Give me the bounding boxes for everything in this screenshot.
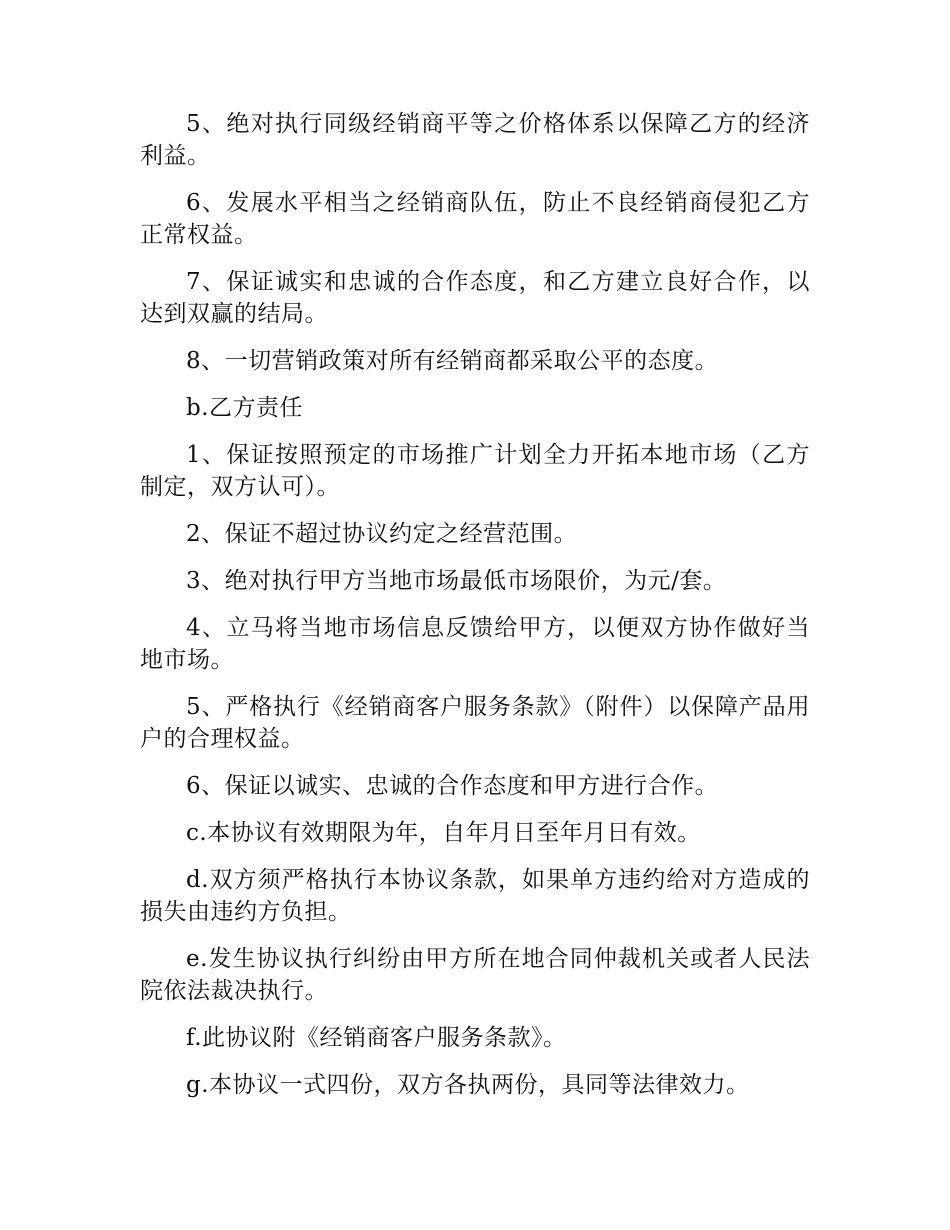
paragraph-b5: 5、严格执行《经销商客户服务条款》（附件）以保障产品用户的合理权益。: [140, 694, 810, 752]
paragraph-b3: 3、绝对执行甲方当地市场最低市场限价，为元/套。: [186, 568, 727, 594]
paragraph-d: d.双方须严格执行本协议条款，如果单方违约给对方造成的损失由违约方负担。: [140, 867, 810, 925]
paragraph-f: f.此协议附《经销商客户服务条款》。: [186, 1025, 567, 1051]
paragraph-b6: 6、保证以诚实、忠诚的合作态度和甲方进行合作。: [186, 773, 719, 799]
section-heading-b: b.乙方责任: [186, 395, 304, 421]
paragraph-a5: 5、绝对执行同级经销商平等之价格体系以保障乙方的经济利益。: [140, 111, 810, 169]
paragraph-a8: 8、一切营销政策对所有经销商都采取公平的态度。: [186, 348, 719, 374]
paragraph-a6: 6、发展水平相当之经销商队伍，防止不良经销商侵犯乙方正常权益。: [140, 190, 810, 248]
paragraph-e: e.发生协议执行纠纷由甲方所在地合同仲裁机关或者人民法院依法裁决执行。: [140, 946, 810, 1004]
paragraph-b1: 1、保证按照预定的市场推广计划全力开拓本地市场（乙方制定，双方认可）。: [140, 442, 810, 500]
paragraph-b2: 2、保证不超过协议约定之经营范围。: [186, 521, 578, 547]
paragraph-c: c.本协议有效期限为年，自年月日至年月日有效。: [186, 820, 701, 846]
paragraph-a7: 7、保证诚实和忠诚的合作态度，和乙方建立良好合作，以达到双赢的结局。: [140, 269, 810, 327]
paragraph-g: g.本协议一式四份，双方各执两份，具同等法律效力。: [186, 1072, 750, 1098]
paragraph-b4: 4、立马将当地市场信息反馈给甲方，以便双方协作做好当地市场。: [140, 615, 810, 673]
